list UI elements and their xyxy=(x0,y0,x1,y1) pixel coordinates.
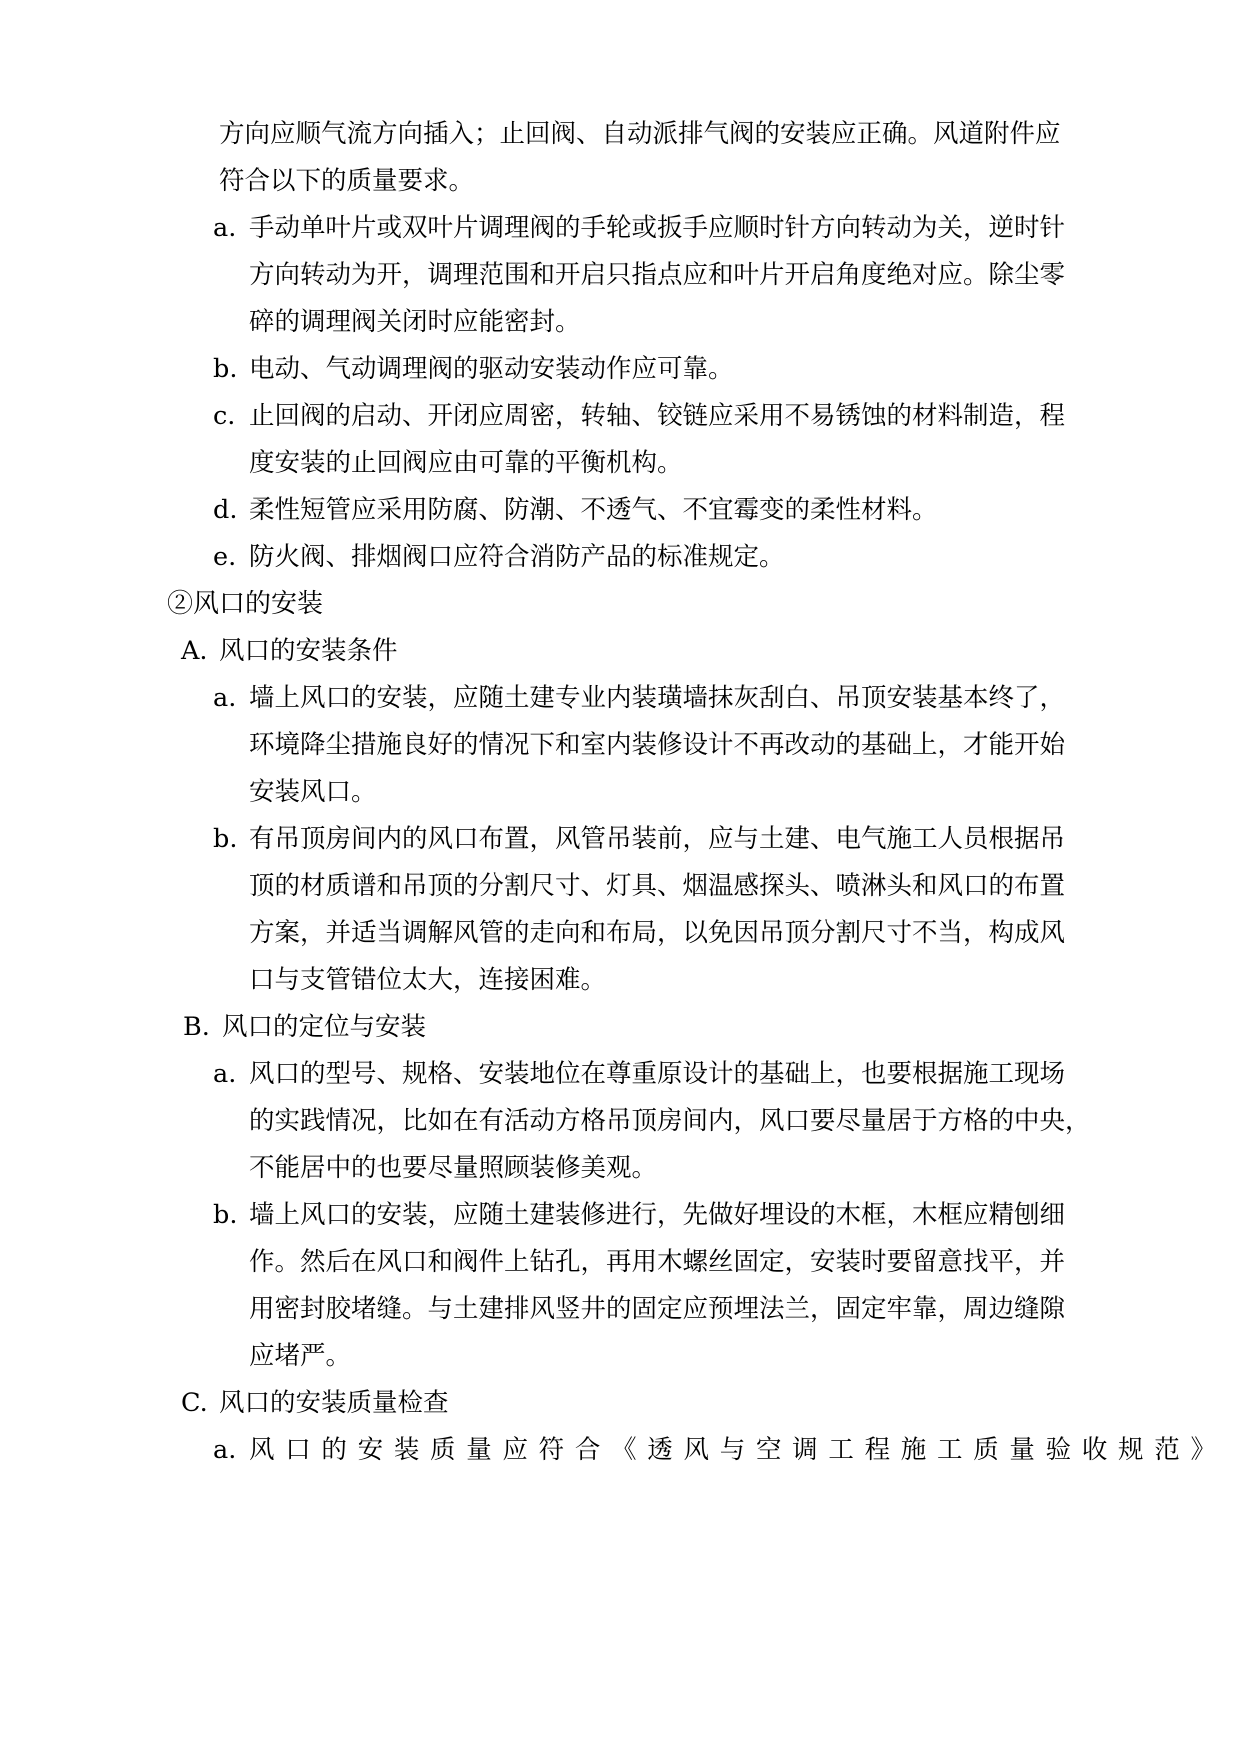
list-marker: b. xyxy=(213,354,238,384)
list-item-line: 作。然后在风口和阀件上钻孔，再用木螺丝固定，安装时要留意找平，并 xyxy=(249,1247,1066,1277)
list-item-line: 墙上风口的安装，应随土建专业内装璜墙抹灰刮白、吊顶安装基本终了， xyxy=(249,683,1066,713)
list-item-line: 顶的材质谱和吊顶的分割尺寸、灯具、烟温感探头、喷淋头和风口的布置 xyxy=(249,871,1066,901)
list-marker: a. xyxy=(213,683,237,713)
list-marker: a. xyxy=(213,1059,237,1089)
list-item-line: 电动、气动调理阀的驱动安装动作应可靠。 xyxy=(249,354,734,384)
subsection-marker: A. xyxy=(181,636,208,666)
list-item-line: 墙上风口的安装，应随土建装修进行，先做好埋设的木框，木框应精刨细 xyxy=(249,1200,1066,1230)
list-item-line: 方向转动为开，调理范围和开启只指点应和叶片开启角度绝对应。除尘零 xyxy=(249,260,1066,290)
list-item-line: 应堵严。 xyxy=(249,1341,352,1371)
list-item-line: 度安装的止回阀应由可靠的平衡机构。 xyxy=(249,448,683,478)
section-heading: ②风口的安装 xyxy=(167,589,324,619)
list-marker: a. xyxy=(213,1435,237,1465)
list-item-line: 风口的型号、规格、安装地位在尊重原设计的基础上，也要根据施工现场 xyxy=(249,1059,1066,1089)
list-item-line: 不能居中的也要尽量照顾装修美观。 xyxy=(249,1153,658,1183)
list-marker: b. xyxy=(213,824,238,854)
list-marker: e. xyxy=(213,542,237,572)
subsection-title: 风口的安装质量检查 xyxy=(219,1388,449,1418)
subsection-title: 风口的定位与安装 xyxy=(222,1012,427,1042)
subsection-title: 风口的安装条件 xyxy=(219,636,398,666)
paragraph-line: 方向应顺气流方向插入；止回阀、自动派排气阀的安装应正确。风道附件应 xyxy=(219,119,1061,149)
list-item-line: 风口的安装质量应符合《透风与空调工程施工质量验收规范》 xyxy=(249,1435,1227,1465)
list-item-line: 环境降尘措施良好的情况下和室内装修设计不再改动的基础上，才能开始 xyxy=(249,730,1066,760)
list-item-line: 安装风口。 xyxy=(249,777,377,807)
list-item-line: 有吊顶房间内的风口布置，风管吊装前，应与土建、电气施工人员根据吊 xyxy=(249,824,1066,854)
list-item-line: 用密封胶堵缝。与土建排风竖井的固定应预埋法兰，固定牢靠，周边缝隙 xyxy=(249,1294,1066,1324)
paragraph-line: 符合以下的质量要求。 xyxy=(219,166,475,196)
subsection-marker: C. xyxy=(181,1388,208,1418)
list-item-line: 手动单叶片或双叶片调理阀的手轮或扳手应顺时针方向转动为关，逆时针 xyxy=(249,213,1066,243)
list-marker: a. xyxy=(213,213,237,243)
list-marker: d. xyxy=(213,495,238,525)
list-item-line: 口与支管错位太大，连接困难。 xyxy=(249,965,607,995)
list-item-line: 碎的调理阀关闭时应能密封。 xyxy=(249,307,581,337)
subsection-marker: B. xyxy=(183,1012,210,1042)
list-marker: b. xyxy=(213,1200,238,1230)
list-item-line: 方案，并适当调解风管的走向和布局，以免因吊顶分割尺寸不当，构成风 xyxy=(249,918,1066,948)
list-item-line: 的实践情况，比如在有活动方格吊顶房间内，风口要尽量居于方格的中央， xyxy=(249,1106,1091,1136)
list-item-line: 止回阀的启动、开闭应周密，转轴、铰链应采用不易锈蚀的材料制造，程 xyxy=(249,401,1066,431)
list-marker: c. xyxy=(213,401,236,431)
list-item-line: 防火阀、排烟阀口应符合消防产品的标准规定。 xyxy=(249,542,785,572)
list-item-line: 柔性短管应采用防腐、防潮、不透气、不宜霉变的柔性材料。 xyxy=(249,495,938,525)
